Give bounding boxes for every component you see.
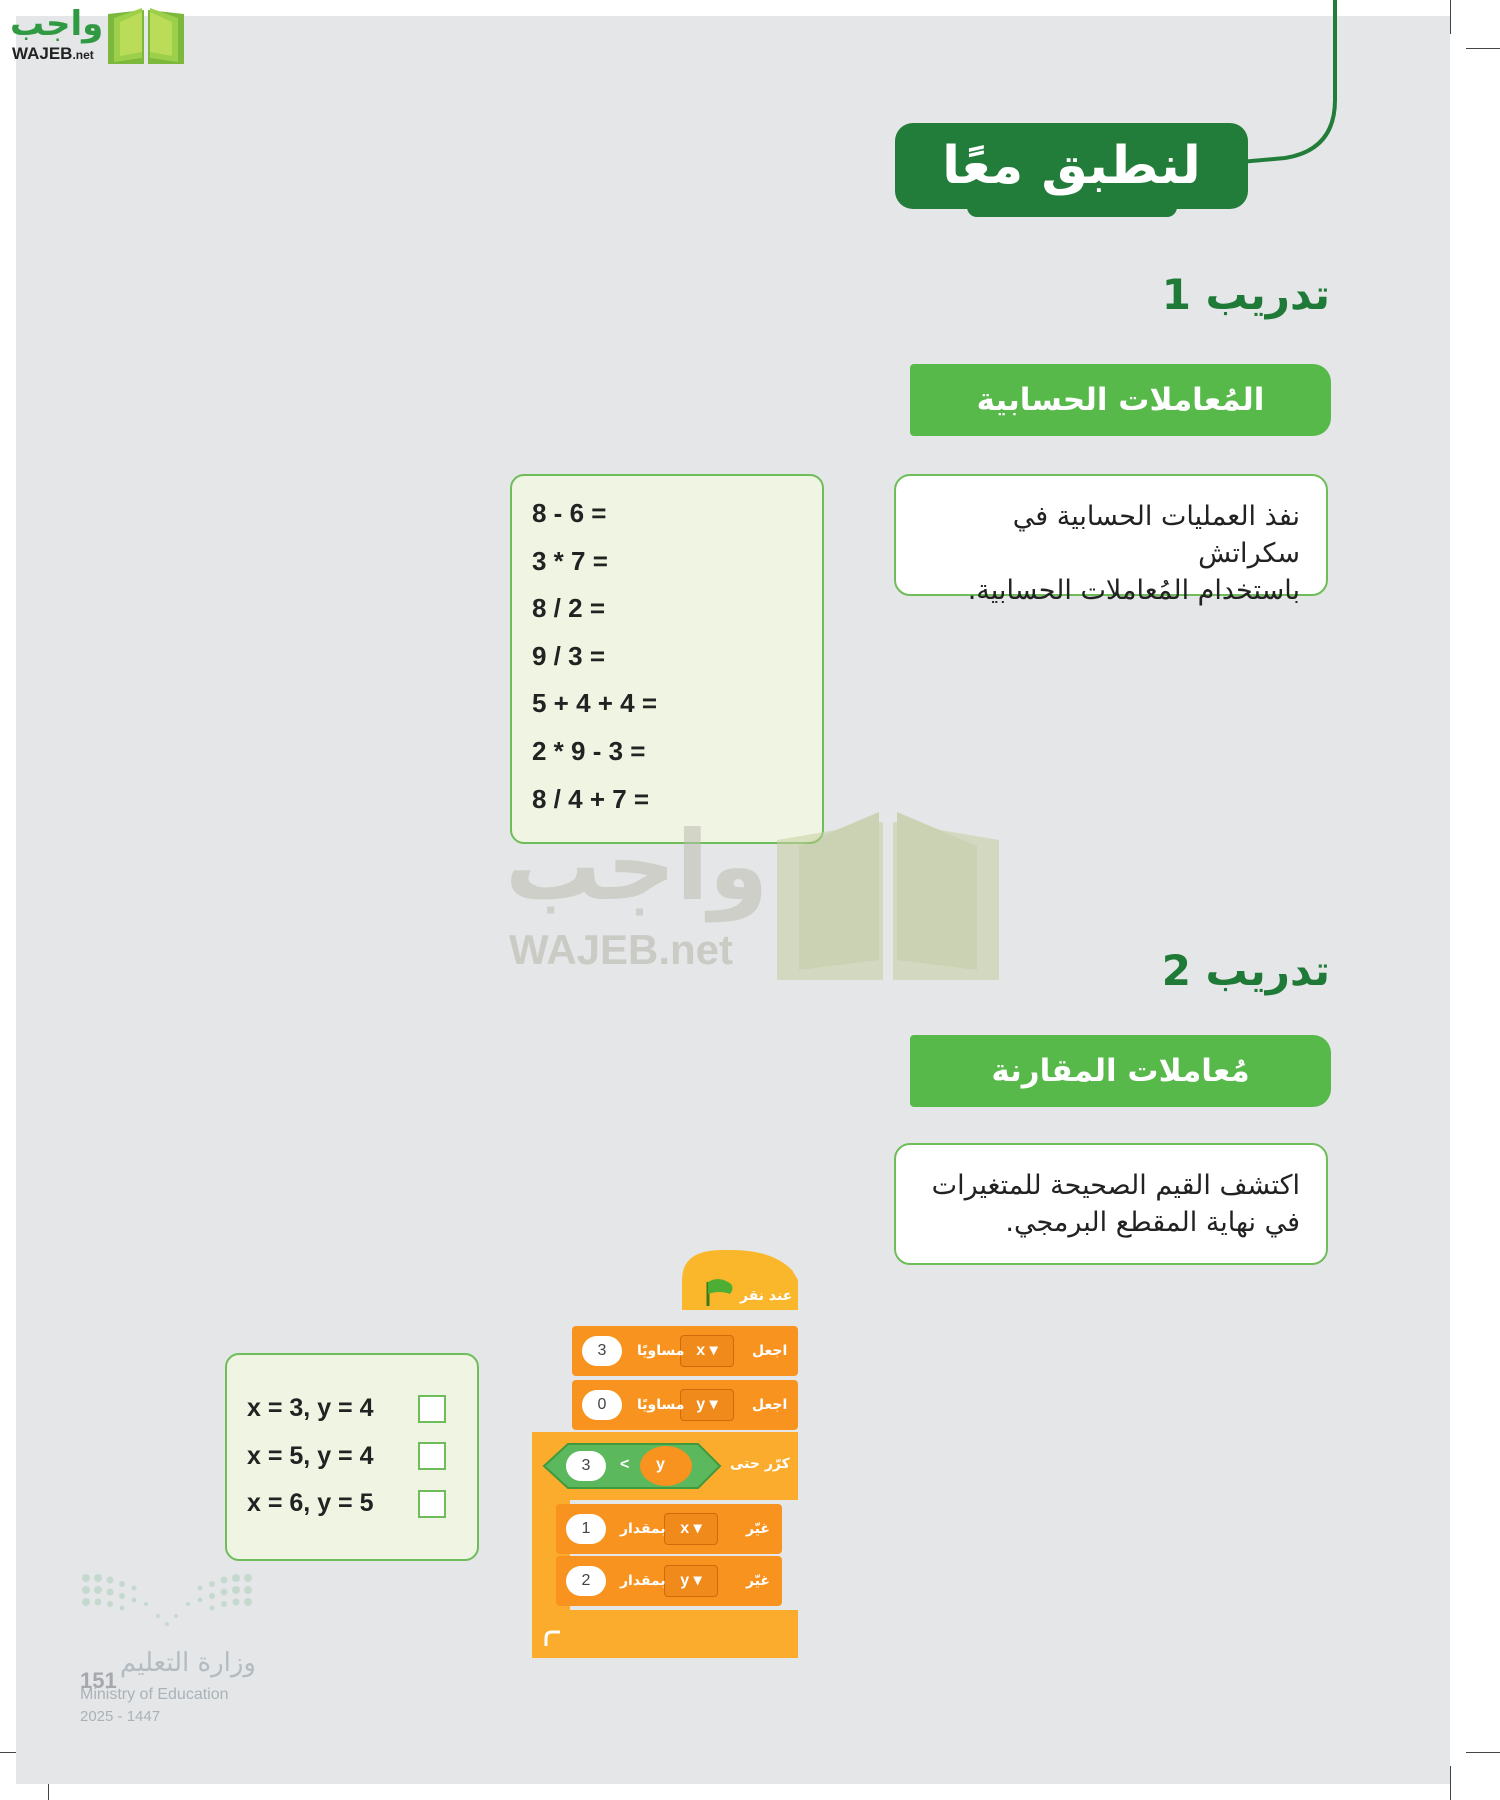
crop-mark	[1450, 1766, 1451, 1800]
logo-arabic: واجب	[10, 4, 104, 44]
value-input[interactable]: 0	[582, 1390, 622, 1420]
crop-mark	[1466, 48, 1500, 49]
ministry-year: 2025 - 1447	[80, 1708, 161, 1725]
exercise-2-instruction	[894, 1143, 1328, 1265]
variable-dropdown[interactable]: y ▾	[664, 1565, 718, 1597]
exercise-1-topic-bar: المُعاملات الحسابية	[910, 364, 1331, 436]
variable-dropdown[interactable]: x ▾	[680, 1335, 734, 1367]
ministry-arabic: وزارة التعليم	[119, 1648, 256, 1678]
choice-label: x = 6, y = 5	[247, 1489, 374, 1518]
crop-mark	[1466, 1752, 1500, 1753]
equation: 8 / 4 + 7 =	[532, 783, 650, 814]
operator-symbol: >	[620, 1456, 630, 1473]
choice-label: x = 3, y = 4	[247, 1394, 374, 1423]
ministry-english: Ministry of Education	[80, 1686, 229, 1703]
choice-row	[247, 1385, 457, 1433]
ministry-logo	[80, 1572, 270, 1732]
value-input[interactable]: 1	[566, 1514, 606, 1544]
logo-english: WAJEB.net	[12, 44, 94, 63]
equation: 3 * 7 =	[532, 545, 608, 576]
watermark-arabic: واجب	[505, 810, 769, 922]
exercise-1-instruction	[894, 474, 1328, 606]
watermark-english: WAJEB.net	[509, 926, 734, 973]
title-badge	[895, 123, 1248, 209]
wajeb-watermark	[505, 810, 1005, 990]
set-label: اجعل	[752, 1397, 788, 1413]
equation: 8 / 2 =	[532, 593, 605, 624]
book-icon	[773, 810, 1003, 986]
scratch-script	[530, 1250, 810, 1670]
title-connector-line	[1240, 0, 1340, 180]
choice-row	[247, 1480, 457, 1528]
instruction-line: في نهاية المقطع البرمجي.	[1005, 1207, 1300, 1238]
choice-checkbox[interactable]	[418, 1490, 446, 1518]
instruction-line: باستخدام المُعاملات الحسابية.	[967, 575, 1300, 606]
equals-label: مساويًا	[637, 1397, 685, 1413]
page-title: لنطبق معًا	[942, 136, 1201, 196]
ministry-dots-icon	[80, 1572, 260, 1632]
exercise-1-heading: تدريب 1	[1161, 270, 1330, 319]
crop-mark	[1450, 0, 1451, 34]
change-label: غيّر	[746, 1521, 770, 1537]
exercise-2-heading: تدريب 2	[1161, 946, 1330, 995]
value-input[interactable]: 2	[566, 1566, 606, 1596]
choice-row	[247, 1433, 457, 1481]
choice-checkbox[interactable]	[418, 1395, 446, 1423]
by-label: بمقدار	[620, 1573, 666, 1589]
value-input[interactable]: 3	[566, 1451, 606, 1481]
equals-label: مساويًا	[637, 1343, 685, 1359]
page-number: 151	[80, 1668, 117, 1693]
variable-name: y	[656, 1456, 665, 1473]
value-input[interactable]: 3	[582, 1336, 622, 1366]
variable-y-reporter[interactable]	[640, 1446, 692, 1486]
equations-box	[510, 474, 824, 844]
exercise-2-topic-bar: مُعاملات المقارنة	[910, 1035, 1331, 1107]
set-label: اجعل	[752, 1343, 788, 1359]
instruction-line: اكتشف القيم الصحيحة للمتغيرات	[931, 1170, 1300, 1201]
choice-label: x = 5, y = 4	[247, 1441, 374, 1470]
variable-dropdown[interactable]: x ▾	[664, 1513, 718, 1545]
equation: 5 + 4 + 4 =	[532, 688, 658, 719]
choice-checkbox[interactable]	[418, 1442, 446, 1470]
answer-choices-box	[225, 1353, 479, 1561]
equation: 2 * 9 - 3 =	[532, 735, 646, 766]
equation: 9 / 3 =	[532, 640, 605, 671]
by-label: بمقدار	[620, 1521, 666, 1537]
hat-block-label: عند نقر	[740, 1288, 793, 1304]
variable-dropdown[interactable]: y ▾	[680, 1389, 734, 1421]
equation: 8 - 6 =	[532, 498, 607, 528]
change-label: غيّر	[746, 1573, 770, 1589]
wajeb-logo[interactable]	[10, 4, 190, 68]
instruction-line: نفذ العمليات الحسابية في سكراتش	[1012, 501, 1300, 569]
book-icon	[106, 6, 186, 68]
repeat-until-label: كرّر حتى	[730, 1456, 790, 1472]
